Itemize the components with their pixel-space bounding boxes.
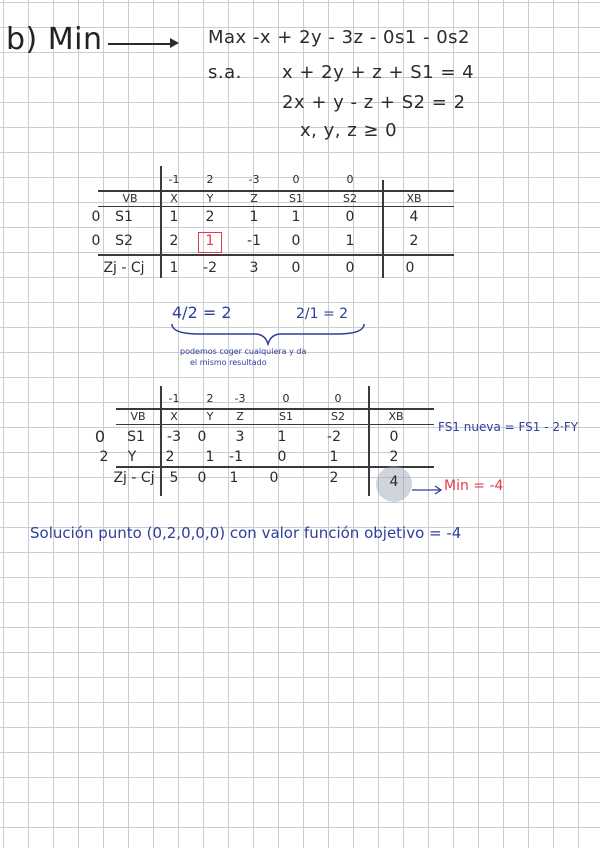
t1-cost-z: -3 [248,173,260,186]
t1-r1-y: 2 [205,209,215,225]
t2-cost-x: -1 [168,392,180,405]
t1-r1-xb: 4 [409,209,419,225]
t2-r1-y: 0 [197,429,207,445]
row-operation: FS1 nueva = FS1 - 2·FY [438,420,579,434]
t2-r1-s1: 1 [277,429,287,445]
t1-r2-x: 2 [169,233,179,249]
objective-function: Max -x + 2y - 3z - 0s1 - 0s2 [208,27,470,48]
t2-head-y: Y [206,410,214,423]
result-min: Min = -4 [444,478,504,494]
t1-zj-xb: 0 [405,260,415,276]
ratio-1: 4/2 = 2 [172,303,232,322]
t1-r2-y-pivot: 1 [205,233,215,249]
t2-zj-x: 5 [169,470,179,486]
t1-r2-cb: 0 [91,233,101,249]
t2-head-vb: VB [130,410,146,423]
t2-zj-y: 0 [197,470,207,486]
t2-r2-s1: 0 [277,449,287,465]
t1-zj-s1: 0 [291,260,301,276]
t2-r1-x: -3 [167,429,181,445]
t1-r1-x: 1 [169,209,179,225]
ratio-2: 2/1 = 2 [296,306,349,322]
t1-r2-s2: 1 [345,233,355,249]
ratio-note-1: podemos coger cualquiera y da [180,347,307,356]
t1-r1-vb: S1 [115,209,133,225]
t1-head-z: Z [250,192,258,205]
t1-zj-label: Zj - Cj [103,260,145,276]
t2-head-z: Z [236,410,244,423]
t2-r1-cb: 0 [94,427,106,446]
t2-cost-s1: 0 [282,392,290,405]
t2-r1-vb: S1 [127,429,145,445]
t1-r1-cb: 0 [91,209,101,225]
t1-r1-z: 1 [249,209,259,225]
t2-r2-x: 2 [165,449,175,465]
t2-r2-xb: 2 [389,449,399,465]
t2-r1-s2: -2 [327,429,341,445]
t1-zj-x: 1 [169,260,179,276]
t1-head-s2: S2 [343,192,357,205]
t2-zj-label: Zj - Cj [113,470,155,486]
t1-head-y: Y [206,192,214,205]
t2-r2-vb: Y [127,449,137,465]
t2-zj-z: 1 [229,470,239,486]
t1-zj-z: 3 [249,260,259,276]
subject-to-label: s.a. [208,62,242,83]
t2-r1-xb: 0 [389,429,399,445]
t1-cost-s1: 0 [292,173,300,186]
problem-label: b) Min [6,22,103,57]
t2-r1-z: 3 [235,429,245,445]
t2-head-s1: S1 [279,410,293,423]
t1-r2-vb: S2 [115,233,133,249]
t1-cost-x: -1 [168,173,180,186]
t2-zj-s2: 2 [329,470,339,486]
constraint-2: 2x + y - z + S2 = 2 [282,92,466,113]
nonnegativity: x, y, z ≥ 0 [300,120,398,141]
t1-head-xb: XB [406,192,422,205]
t1-head-x: X [170,192,178,205]
t1-r2-xb: 2 [409,233,419,249]
t1-zj-y: -2 [203,260,217,276]
t1-r1-s2: 0 [345,209,355,225]
t2-cost-y: 2 [206,392,214,405]
t1-r2-z: -1 [247,233,261,249]
t2-head-xb: XB [388,410,404,423]
t2-r2-y: 1 [205,449,215,465]
t2-r2-cb: 2 [99,449,109,465]
t2-r2-z: -1 [229,449,243,465]
t1-head-s1: S1 [289,192,303,205]
t1-cost-s2: 0 [346,173,354,186]
ratio-note-2: el mismo resultado [190,358,267,367]
t2-cost-s2: 0 [334,392,342,405]
t2-zj-s1: 0 [269,470,279,486]
solution-statement: Solución punto (0,2,0,0,0) con valor función objetivo = -4 [30,524,462,542]
t1-r1-s1: 1 [291,209,301,225]
t1-head-vb: VB [122,192,138,205]
t2-cost-z: -3 [234,392,246,405]
t2-head-s2: S2 [331,410,345,423]
t1-zj-s2: 0 [345,260,355,276]
t2-zj-xb: 4 [389,474,399,490]
t1-cost-y: 2 [206,173,214,186]
constraint-1: x + 2y + z + S1 = 4 [282,62,475,83]
t2-r2-s2: 1 [329,449,339,465]
t1-r2-s1: 0 [291,233,301,249]
t2-head-x: X [170,410,178,423]
